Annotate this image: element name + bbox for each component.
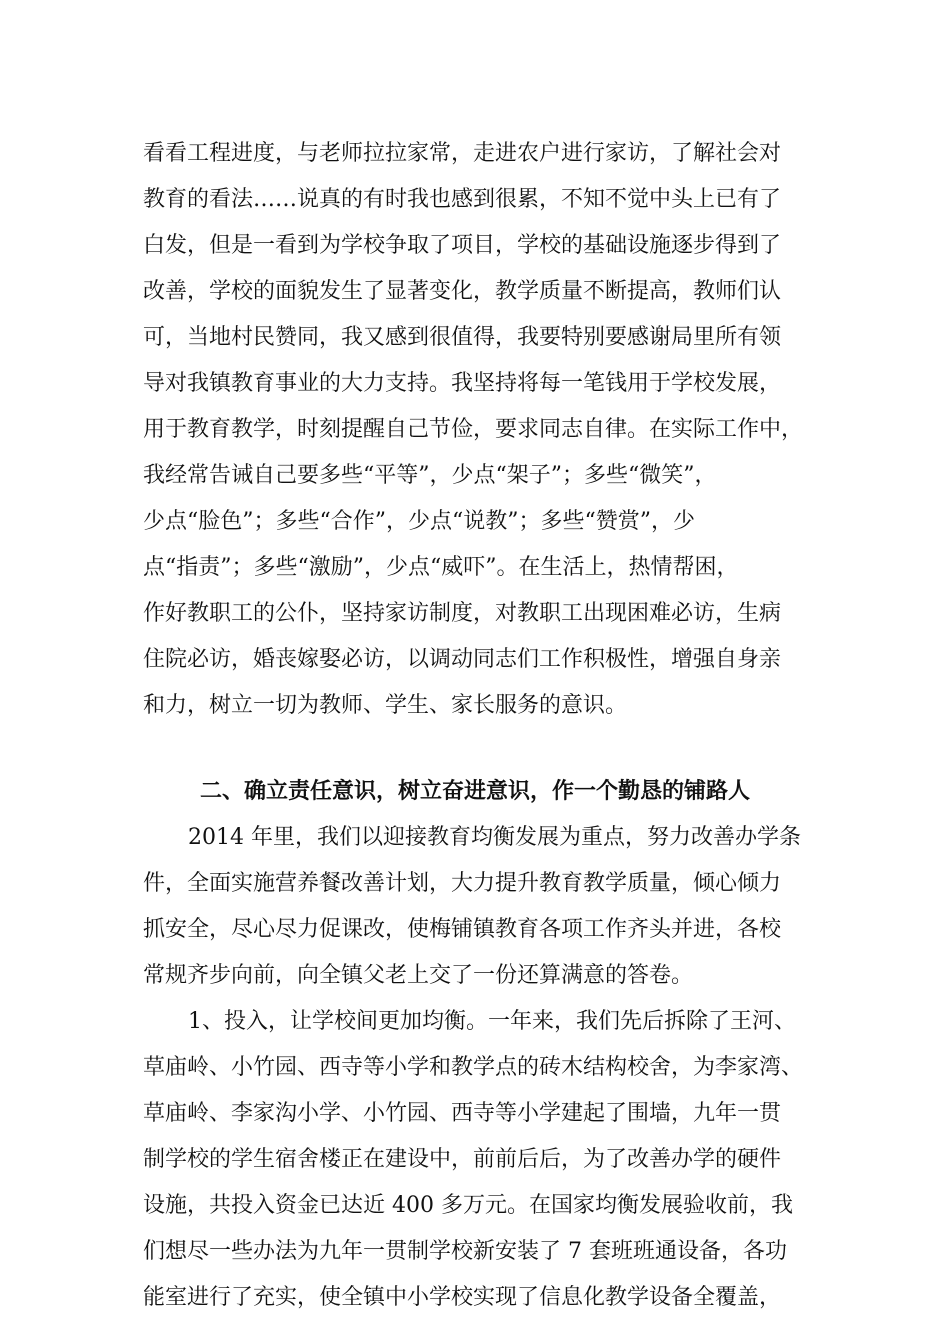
paragraph-line: 件，全面实施营养餐改善计划，大力提升教育教学质量，倾心倾力 xyxy=(143,871,782,896)
paragraph-line: 用于教育教学，时刻提醒自己节俭，要求同志自律。在实际工作中， xyxy=(143,417,804,442)
paragraph-line: 教育的看法……说真的有时我也感到很累，不知不觉中头上已有了 xyxy=(143,187,782,212)
paragraph-line: 设施，共投入资金已达近 400 多万元。在国家均衡发展验收前，我 xyxy=(143,1193,793,1218)
paragraph-line: 制学校的学生宿舍楼正在建设中，前前后后，为了改善办学的硬件 xyxy=(143,1147,782,1172)
paragraph-line: 看看工程进度，与老师拉拉家常，走进农户进行家访，了解社会对 xyxy=(143,141,782,166)
paragraph-line: 和力，树立一切为教师、学生、家长服务的意识。 xyxy=(143,693,628,718)
paragraph-line: 改善，学校的面貌发生了显著变化，教学质量不断提高，教师们认 xyxy=(143,279,782,304)
paragraph-line: 们想尽一些办法为九年一贯制学校新安装了 7 套班班通设备，各功 xyxy=(143,1239,787,1264)
paragraph-line: 住院必访，婚丧嫁娶必访，以调动同志们工作积极性，增强自身亲 xyxy=(143,647,782,672)
paragraph-line: 导对我镇教育事业的大力支持。我坚持将每一笔钱用于学校发展， xyxy=(143,371,782,396)
paragraph-line: 作好教职工的公仆，坚持家访制度，对教职工出现困难必访，生病 xyxy=(143,601,782,626)
section-heading: 二、确立责任意识，树立奋进意识，作一个勤恳的铺路人 xyxy=(200,779,751,804)
paragraph-line: 白发，但是一看到为学校争取了项目，学校的基础设施逐步得到了 xyxy=(143,233,782,258)
paragraph-line: 草庙岭、小竹园、西寺等小学和教学点的砖木结构校舍，为李家湾、 xyxy=(143,1055,804,1080)
paragraph-line: 我经常告诫自己要多些“平等”，少点“架子”；多些“微笑”， xyxy=(143,463,717,488)
paragraph-line: 抓安全，尽心尽力促课改，使梅铺镇教育各项工作齐头并进，各校 xyxy=(143,917,782,942)
paragraph-line: 点“指责”；多些“激励”，少点“威吓”。在生活上，热情帮困， xyxy=(143,555,739,580)
paragraph-line: 可，当地村民赞同，我又感到很值得，我要特别要感谢局里所有领 xyxy=(143,325,782,350)
paragraph-line: 常规齐步向前，向全镇父老上交了一份还算满意的答卷。 xyxy=(143,963,694,988)
paragraph-line: 能室进行了充实，使全镇中小学校实现了信息化教学设备全覆盖， xyxy=(143,1285,782,1310)
paragraph-line: 草庙岭、李家沟小学、小竹园、西寺等小学建起了围墙，九年一贯 xyxy=(143,1101,782,1126)
paragraph-line: 少点“脸色”；多些“合作”，少点“说教”；多些“赞赏”，少 xyxy=(143,509,695,534)
paragraph-line: 1、投入，让学校间更加均衡。一年来，我们先后拆除了王河、 xyxy=(188,1009,796,1034)
paragraph-line: 2014 年里，我们以迎接教育均衡发展为重点，努力改善办学条 xyxy=(188,825,801,850)
